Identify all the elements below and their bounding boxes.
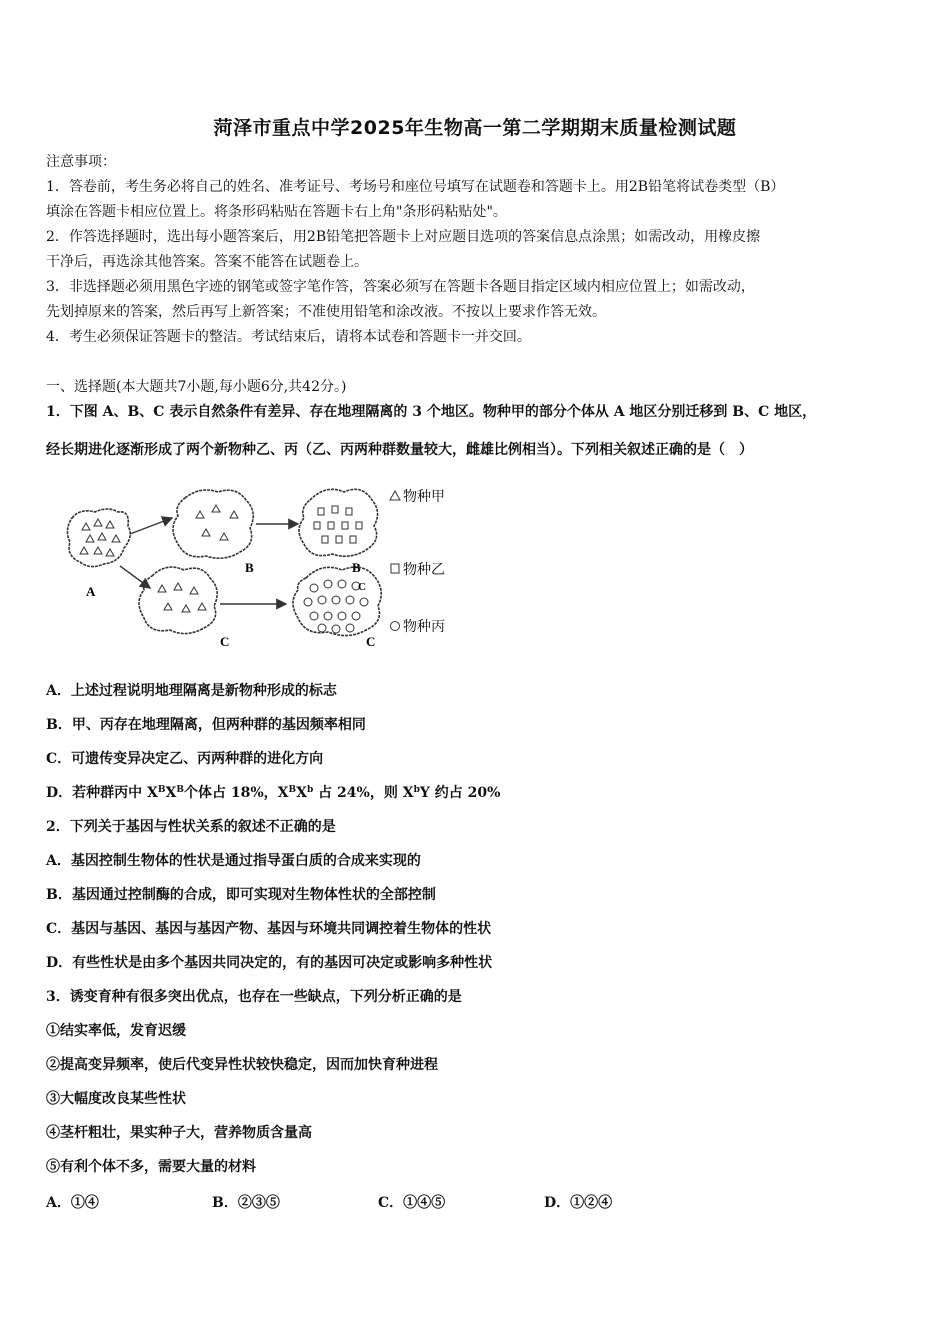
question-2-option-d: D．有些性状是由多个基因共同决定的，有的基因可决定或影响多种性状 <box>46 955 493 971</box>
legend-circle-icon <box>391 622 400 631</box>
opt-d-text: 占 24%，则 X <box>313 785 414 801</box>
question-2-option-b: B．基因通过控制酶的合成，即可实现对生物体性状的全部控制 <box>46 887 436 903</box>
opt-d-text: Y 约占 20% <box>419 785 501 801</box>
legend-square-icon <box>391 564 399 573</box>
label-b: B <box>245 560 254 575</box>
question-3-item: ②提高变异频率，使后代变异性状较快稳定，因而加快育种进程 <box>46 1057 438 1073</box>
legend-species-jia: 物种甲 <box>403 489 445 505</box>
legend-triangle-icon <box>390 491 400 500</box>
opt-d-text: 个体占 18%，X <box>183 785 289 801</box>
opt-d-text: X <box>296 785 307 801</box>
label-c: C <box>220 634 230 649</box>
question-1-option-b: B．甲、丙存在地理隔离，但两种群的基因频率相同 <box>46 717 366 733</box>
question-1-option-d <box>46 783 910 803</box>
question-3-option-b: B．②③⑤ <box>212 1195 280 1211</box>
region-b-triangles <box>196 505 238 540</box>
region-b2-squares <box>314 506 362 543</box>
opt-d-sup: b <box>307 785 314 795</box>
region-b2-blob <box>299 489 378 556</box>
notice-line: 干净后，再选涂其他答案。答案不能答在试题卷上。 <box>46 254 368 270</box>
opt-d-text: X <box>165 785 177 801</box>
notice-line: 4．考生必须保证答题卡的整洁。考试结束后，请将本试卷和答题卡一并交回。 <box>46 329 531 345</box>
question-1-stem-line2: 经长期进化逐渐形成了两个新物种乙、丙（乙、丙两种群数量较大，雌雄比例相当）。下列相关叙述正确的是（ ） <box>46 442 753 458</box>
notice-line: 1．答卷前，考生务必将自己的姓名、准考证号、考场号和座位号填写在试题卷和答题卡上。用2B铅笔将试卷类型（B） <box>46 179 785 195</box>
question-3-item: ①结实率低，发育迟缓 <box>46 1023 186 1039</box>
question-1-option-c: C．可遗传变异决定乙、丙两种群的进化方向 <box>46 751 324 767</box>
region-b-blob <box>173 490 253 558</box>
notice-line: 先划掉原来的答案，然后再写上新答案；不准使用铅笔和涂改液。不按以上要求作答无效。 <box>46 304 606 320</box>
question-3-option-c: C．①④⑤ <box>378 1195 446 1211</box>
opt-d-sup: B <box>157 785 166 795</box>
legend-species-bing: 物种丙 <box>403 619 445 635</box>
region-a-triangles <box>80 519 120 556</box>
label-a: A <box>86 584 96 599</box>
opt-d-sup: B <box>288 785 297 795</box>
question-2-option-c: C．基因与基因、基因与基因产物、基因与环境共同调控着生物体的性状 <box>46 921 492 937</box>
notice-line: 2．作答选择题时，选出每小题答案后，用2B铅笔把答题卡上对应题目选项的答案信息点涂黑；如需改动，用橡皮擦 <box>46 229 761 245</box>
label-c-small: C <box>358 581 366 593</box>
notice-line: 3．非选择题必须用黑色字迹的钢笔或签字笔作答，答案必须写在答题卡各题目指定区域内相应位置上；如需改动， <box>46 279 755 295</box>
question-2-stem: 2．下列关于基因与性状关系的叙述不正确的是 <box>46 819 336 835</box>
page-title: 菏泽市重点中学2025年生物高一第二学期期末质量检测试题 <box>213 117 737 139</box>
opt-d-text: D．若种群丙中 X <box>46 785 158 801</box>
legend-species-yi: 物种乙 <box>403 562 445 578</box>
question-3-option-d: D．①②④ <box>544 1195 613 1211</box>
question-1-option-a: A．上述过程说明地理隔离是新物种形成的标志 <box>46 683 337 699</box>
opt-d-sup: b <box>413 785 420 795</box>
notice-heading: 注意事项： <box>46 154 116 170</box>
question-1-stem-line1: 1．下图 A、B、C 表示自然条件有差异、存在地理隔离的 3 个地区。物种甲的部分个体从 A 地区分别迁移到 B、C 地区， <box>46 404 817 420</box>
question-3-item: ④茎杆粗壮，果实种子大，营养物质含量高 <box>46 1125 312 1141</box>
question-2-option-a: A．基因控制生物体的性状是通过指导蛋白质的合成来实现的 <box>46 853 421 869</box>
label-c2: C <box>366 634 376 649</box>
question-3-item: ③大幅度改良某些性状 <box>46 1091 186 1107</box>
question-3-item: ⑤有利个体不多，需要大量的材料 <box>46 1159 256 1175</box>
region-c-triangles <box>158 583 206 612</box>
arrow-a-to-b <box>130 518 172 534</box>
notice-line: 填涂在答题卡相应位置上。将条形码粘贴在答题卡右上角"条形码粘贴处"。 <box>46 204 507 220</box>
section-heading: 一、选择题(本大题共7小题,每小题6分,共42分。) <box>46 379 347 395</box>
arrow-a-to-c <box>120 566 150 588</box>
opt-d-sup: B <box>176 785 184 795</box>
question-3-option-a: A．①④ <box>46 1195 99 1211</box>
question-3-stem: 3．诱变育种有很多突出优点，也存在一些缺点，下列分析正确的是 <box>46 989 462 1005</box>
region-c-blob <box>139 567 217 633</box>
label-b2: B <box>352 560 361 575</box>
